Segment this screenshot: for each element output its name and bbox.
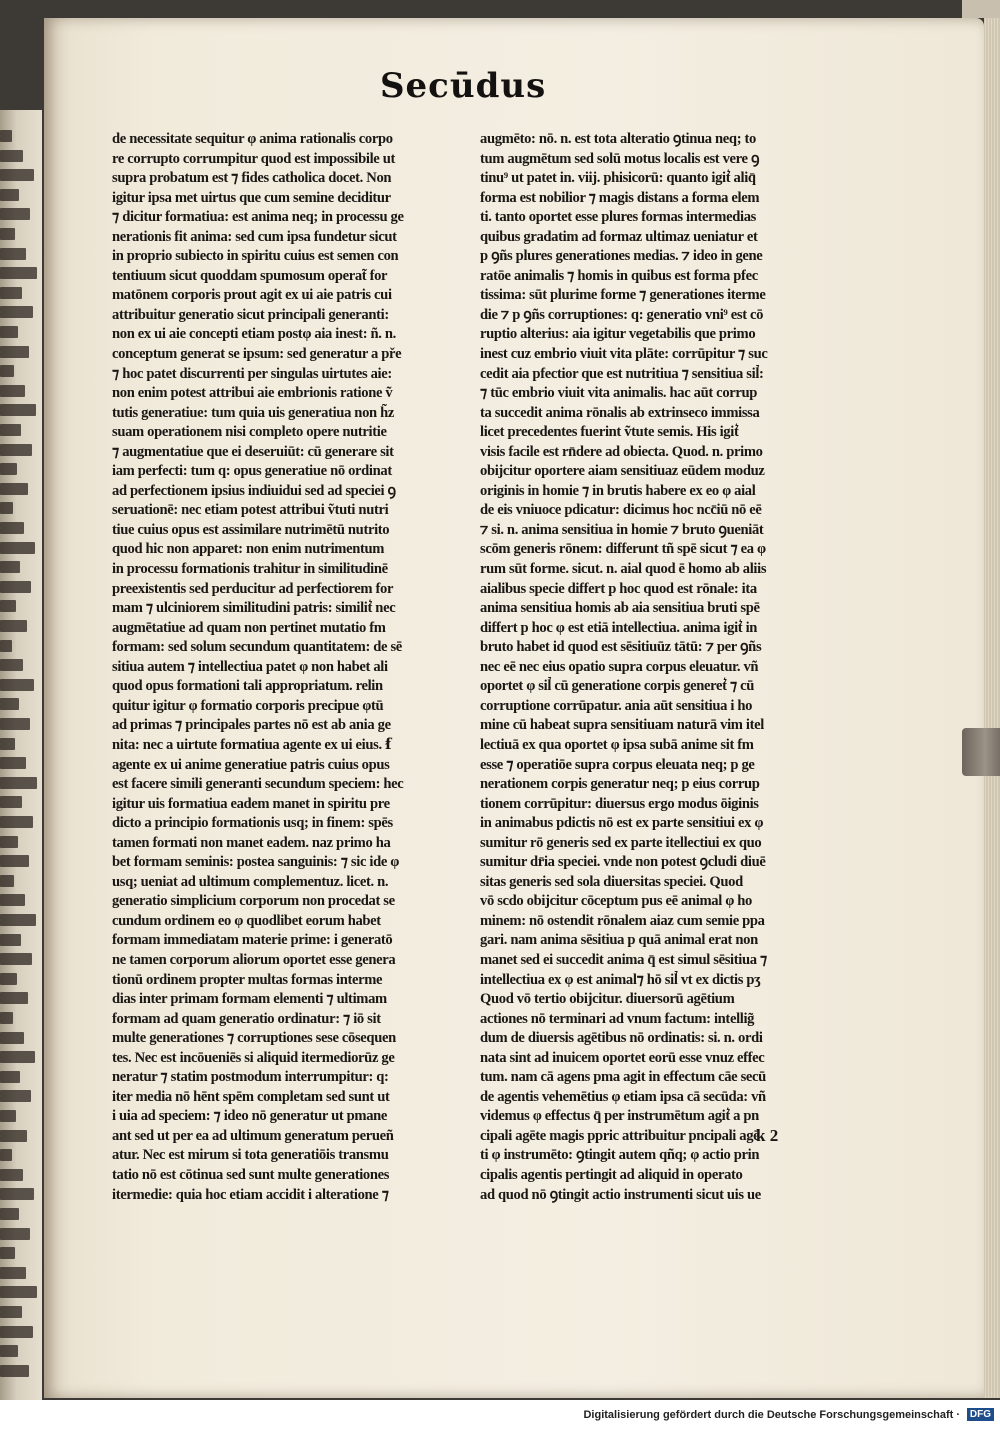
text-line: formam immediatam materie prime: i generatō	[112, 932, 393, 949]
text-line: ant sed ut per ea ad ultimum generatum perueñ	[112, 1127, 394, 1144]
text-line: tiue cuius opus est assimilare nutrimētū nutrito	[112, 521, 390, 538]
text-line: bet formam seminis: postea sanguinis: ⁊ sic ide φ	[112, 854, 400, 871]
previous-page-text-fragment	[0, 640, 12, 652]
previous-page-text-fragment	[0, 1188, 34, 1200]
text-line: ⁊ dicitur formatiua: est anima neq; in processu ge	[112, 209, 404, 226]
page-heading: Secūdus	[380, 66, 547, 106]
text-line: non ex ui aie concepti etiam postφ aia inest: ñ. n.	[112, 326, 396, 343]
text-line: forma est nobilior ⁊ magis distans a forma elem	[480, 189, 760, 206]
previous-page-text-fragment	[0, 1090, 31, 1102]
text-line: anima sensitiua homis ab aia sensitiua bruti spē	[480, 600, 760, 617]
text-line: de eis vniuoce pdicatur: dicimus hoc ncc̄iū nō eē	[480, 502, 762, 519]
previous-page-text-fragment	[0, 444, 32, 456]
text-line: nerationem corpis generatur neq; p eius corrup	[480, 776, 760, 793]
previous-page-text-fragment	[0, 502, 13, 514]
text-line: ta succedit anima rōnalis ab extrinseco immissa	[480, 404, 760, 421]
text-line: tentiuum sicut quoddam spumosum operat͂ for	[112, 267, 388, 284]
text-line: iam perfecti: tum q: opus generatiue nō ordinat	[112, 463, 392, 480]
previous-page-text-fragment	[0, 306, 33, 318]
text-line: preexistentis sed perducitur ad perfectiorem for	[112, 580, 394, 597]
previous-page-text-fragment	[0, 718, 30, 730]
text-line: tissima: sūt plurime forme ⁊ generationes iterme	[480, 287, 766, 304]
text-line: ne tamen corporum aliorum oportet esse genera	[112, 951, 396, 968]
text-line: inest cuz embrio viuit vita plāte: corrūpitur ⁊ suc	[480, 346, 768, 363]
text-line: manet sed ei succedit anima q̄ est simul sēsitiua ⁊	[480, 951, 767, 968]
text-line: ruptio alterius: aia igitur vegetabilis que primo	[480, 326, 756, 343]
text-line: augmēto: nō. n. est tota alteratio ꝯtinua neq; to	[480, 131, 756, 147]
previous-page-text-fragment	[0, 424, 21, 436]
text-line: gari. nam anima sēsitiua p quā animal erat non	[480, 932, 758, 949]
text-line: igitur ipsa met uirtus que cum semine deciditur	[112, 189, 391, 206]
previous-page-text-fragment	[0, 1326, 33, 1338]
text-line: ⁊ augmentatiue que ei deseruiūt: cū generare sit	[112, 443, 394, 460]
previous-page-text-fragment	[0, 385, 25, 397]
previous-page-text-fragment	[0, 992, 28, 1004]
text-line: tionū ordinem propter multas formas interme	[112, 971, 383, 988]
text-line: generatio simplicium corporum non procedat se	[112, 893, 395, 910]
text-line: obijcitur oportere aiam sensitiuaz eūdem moduz	[480, 463, 765, 480]
text-line: Quod vō tertio obijcitur. diuersorū agētium	[480, 991, 735, 1008]
previous-page-text-fragment	[0, 875, 14, 887]
text-line: cipali agēte magis ppric attribuitur pncipali agē	[480, 1127, 760, 1144]
text-line: scōm generis rōnem: differunt tñ spē sicut ⁊ ea φ	[480, 541, 766, 558]
text-line: differt p hoc φ est etiā intellectiua. anima igit͛ in	[480, 619, 758, 636]
previous-page-text-fragment	[0, 189, 19, 201]
text-line: sitas generis sed sola diuersitas speciei. Quod	[480, 873, 743, 890]
text-line: est facere simili generanti secundum speciem: hec	[112, 776, 404, 793]
text-line: attribuitur generatio sicut principali generanti:	[112, 306, 389, 323]
previous-page-text-fragment	[0, 698, 19, 710]
text-line: multe generationes ⁊ corruptiones sese cōsequen	[112, 1030, 396, 1047]
previous-page-text-fragment	[0, 855, 29, 867]
text-line: tes. Nec est incōueniēs si aliquid itermediorūz ge	[112, 1049, 395, 1066]
text-line: mine cū habeat supra sensitiuam naturā vim itel	[480, 717, 764, 734]
previous-page-text-fragment	[0, 1032, 24, 1044]
text-line: sitiua autem ⁊ intellectiua patet φ non habet ali	[112, 658, 388, 675]
text-line: intellectiua ex φ est animal⁊ hō sil͛ vt ex dictis pʒ	[480, 971, 761, 988]
previous-page-text-fragment	[0, 542, 35, 554]
previous-page-text-fragment	[0, 561, 20, 573]
previous-page-text-fragment	[0, 973, 17, 985]
text-line: quitur igitur φ formatio corporis precipue φtū	[112, 697, 384, 714]
previous-page-text-fragment	[0, 894, 25, 906]
previous-page-text-fragment	[0, 777, 37, 789]
text-line: ⁊ hoc patet discurrenti per singulas uirtutes aie:	[112, 365, 392, 382]
previous-page-text-fragment	[0, 248, 26, 260]
text-line: tum. nam cā agens pma agit in effectum cāe secū	[480, 1069, 766, 1086]
text-line: ad primas ⁊ principales partes nō est ab ania ge	[112, 717, 391, 734]
previous-page-text-fragment	[0, 267, 37, 279]
text-line: visis facile est rn̄dere ad obiecta. Quod. n. primo	[480, 443, 763, 460]
previous-page-text-fragment	[0, 836, 18, 848]
previous-page-text-fragment	[0, 1208, 19, 1220]
previous-page-text-fragment	[0, 483, 28, 495]
text-line: vō scdo obijcitur cōceptum pus eē animal φ ho	[480, 893, 752, 910]
previous-page-text-fragment	[0, 522, 24, 534]
previous-page-text-fragment	[0, 130, 12, 142]
text-line: cipalis agentis pertingit ad aliquid in operato	[480, 1166, 743, 1183]
text-line: tatio nō est cōtinua sed sunt multe generationes	[112, 1166, 390, 1183]
text-line: videmus φ effectus q̄ per instrumētum agit͛ a pn	[480, 1108, 759, 1125]
text-line: ad perfectionem ipsius indiuidui sed ad speciei ꝯ	[112, 482, 396, 499]
text-line: formam ad quam generatio ordinatur: ⁊ iō sit	[112, 1010, 381, 1027]
previous-page-text-fragment	[0, 953, 32, 965]
text-line: in processu formationis trahitur in similitudinē	[112, 561, 388, 578]
text-line: quod hic non apparet: non enim nutrimentum	[112, 541, 385, 558]
text-line: conceptum generat se ipsum: sed generatur a pře	[112, 346, 402, 363]
text-line: ⁊ si. n. anima sensitiua in homie ⁊ bruto ꝯueniāt	[480, 521, 764, 538]
previous-page-text-fragment	[0, 365, 14, 377]
text-line: nita: nec a uirtute formatiua agente ex ui eius. ẜ	[112, 736, 391, 753]
text-line: actiones nō terminari ad vnum factum: intellig̃	[480, 1010, 755, 1027]
previous-page-text-fragment	[0, 581, 31, 593]
text-line: dicto a principio formationis usq; in finem: spēs	[112, 815, 393, 832]
previous-page-text-fragment	[0, 1169, 23, 1181]
text-line: igitur uis formatiua eadem manet in spiritu pre	[112, 795, 390, 812]
dfg-logo: DFG	[967, 1408, 994, 1421]
previous-page-text-fragment	[0, 1051, 35, 1063]
text-line: quod opus formationi tali appropriatum. relin	[112, 678, 383, 695]
text-line: neratur ⁊ statim postmodum interrumpitur: q:	[112, 1069, 389, 1086]
text-line: oportet φ sil͛ cū generatione corpis generet͛ ⁊ cū	[480, 678, 755, 695]
footer-bar	[0, 1400, 1000, 1429]
text-line: minem: nō ostendit rōnalem aiaz cum semie ppa	[480, 912, 765, 929]
text-line: mam ⁊ ulciniorem similitudini patris: similit͛ nec	[112, 600, 396, 617]
text-line: in animabus pdictis nō est ex parte sensitiui ex φ	[480, 815, 764, 832]
previous-page-text-fragment	[0, 620, 27, 632]
text-line: matōnem corporis prout agit ex ui aie patris cui	[112, 287, 392, 304]
text-line: de necessitate sequitur φ anima rationalis corpo	[112, 131, 393, 147]
text-line: cedit aia pfectior que est nutritiua ⁊ sensitiua sil͛:	[480, 365, 764, 382]
text-line: i uia ad speciem: ⁊ ideo nō generatur ut pmane	[112, 1108, 388, 1125]
previous-page-text-fragment	[0, 1110, 16, 1122]
previous-page-text-fragment	[0, 326, 18, 338]
text-line: nerationis fit anima: sed cum ipsa fundetur sicut	[112, 228, 397, 245]
previous-page-text-fragment	[0, 208, 30, 220]
previous-page-text-fragment	[0, 1130, 27, 1142]
previous-page-text-fragment	[0, 738, 15, 750]
text-line: non enim potest attribui aie embrionis ratione ṽ	[112, 385, 393, 402]
previous-page-text-fragment	[0, 659, 23, 671]
text-line: ad quod nō ꝯtingit actio instrumenti sicut uis ue	[480, 1186, 761, 1203]
text-line: die ⁊ p ꝯñs corruptiones: q: generatio vni⁹ est cō	[480, 306, 764, 323]
previous-page-text-fragment	[0, 679, 34, 691]
text-line: rum sūt forme. sicut. n. aial quod ē homo ab aliis	[480, 561, 767, 578]
previous-page-text-fragment	[0, 816, 33, 828]
text-line: nec eē nec eius opatio supra corpus eleuatur. vñ	[480, 658, 759, 675]
text-line: esse ⁊ operatiōe supra corpus eleuata neq; p ge	[480, 756, 755, 773]
text-line: supra probatum est ⁊ fides catholica docet. Non	[112, 170, 392, 187]
previous-page-text-fragment	[0, 1365, 29, 1377]
text-line: lectiuā ex qua oportet φ ipsa subā anime sit fm	[480, 736, 754, 753]
text-line: quibus gradatim ad formaz ultimaz ueniatur et	[480, 228, 758, 245]
previous-page-text-fragment	[0, 287, 22, 299]
text-line: iter media nō hēnt spēm completam sed sunt ut	[112, 1088, 390, 1105]
previous-page-text-fragment	[0, 1267, 26, 1279]
previous-page-text-fragment	[0, 228, 15, 240]
previous-page-text-fragment	[0, 463, 17, 475]
right-text-column	[480, 130, 810, 1205]
previous-page-text-fragment	[0, 934, 21, 946]
signature-mark: k 2	[756, 1126, 779, 1145]
page-stack-edge	[984, 18, 1000, 1398]
text-line: seruationē: nec etiam potest attribui ṽtuti nutri	[112, 502, 389, 519]
previous-page-text-fragment	[0, 1247, 15, 1259]
text-line: p ꝯñs plures generationes medias. ⁊ ideo in gene	[480, 248, 763, 265]
text-line: ⁊ tūc embrio viuit vita animalis. hac aūt corrup	[480, 385, 758, 402]
text-line: formam: sed solum secundum quantitatem: de sē	[112, 639, 402, 656]
previous-page-text-fragment	[0, 757, 26, 769]
text-line: augmētatiue ad quam non pertinet mutatio fm	[112, 619, 386, 636]
book-edge-top	[962, 0, 1000, 18]
previous-page-text-fragment	[0, 346, 29, 358]
text-line: licet precedentes fuerint ṽtute semis. His igit͛	[480, 424, 739, 441]
previous-page-text-fragment	[0, 150, 23, 162]
previous-page-text-fragment	[0, 1149, 12, 1161]
previous-page-text-fragment	[0, 1228, 30, 1240]
text-line: tamen formati non manet eadem. naz primo ha	[112, 834, 391, 851]
previous-page-text-fragment	[0, 1286, 37, 1298]
text-line: ti. tanto oportet esse plures formas intermedias	[480, 209, 756, 226]
text-line: ti φ instrumēto: ꝯtingit autem qñq; φ actio prin	[480, 1147, 760, 1164]
page-clip-marker	[962, 728, 1000, 776]
text-line: agente ex ui anime generatiue patris cuius opus	[112, 756, 390, 773]
text-line: bruto habet id quod est sēsitiuūz tātū: ⁊ per ꝯñs	[480, 639, 762, 656]
previous-page-text-fragment	[0, 600, 16, 612]
text-line: nata sint ad inuicem oportet eorū esse vnuz effec	[480, 1049, 765, 1066]
previous-page-text-fragment	[0, 169, 34, 181]
previous-page-text-fragment	[0, 1012, 13, 1024]
text-line: sumitur dr̄ia speciei. vnde non potest ꝯcludi diuē	[480, 854, 766, 871]
text-line: re corrupto corrumpitur quod est impossibile ut	[112, 150, 395, 167]
text-line: tum augmētum sed solū motus localis est vere ꝯ	[480, 150, 760, 167]
text-line: de agentis vehemētius φ etiam ipsa cā secūda: vñ	[480, 1088, 766, 1105]
text-line: corruptione corrūpatur. ania aūt sensitiua i ho	[480, 697, 753, 714]
left-text-column	[112, 130, 442, 1205]
text-line: aialibus specie differt p hoc quod est rōnale: ita	[480, 580, 757, 597]
text-line: usq; ueniat ad ultimum complementuz. licet. n.	[112, 873, 389, 890]
footer-credit: Digitalisierung gefördert durch die Deutsche Forschungsgemeinschaft ·	[583, 1409, 960, 1421]
previous-page-text-fragment	[0, 1071, 20, 1083]
previous-page-text-fragment	[0, 1345, 18, 1357]
text-line: cundum ordinem eo φ quodlibet eorum habet	[112, 912, 381, 929]
text-line: tutis generatiue: tum quia uis generatiua non h̃z	[112, 404, 394, 421]
text-line: in proprio subiecto in spiritu cuius est semen con	[112, 248, 399, 265]
text-line: atur. Nec est mirum si tota generatiōis transmu	[112, 1147, 389, 1164]
text-line: dum de diuersis agētibus nō ordinatis: si. n. ordi	[480, 1030, 763, 1047]
text-line: dias inter primam formam elementi ⁊ ultimam	[112, 991, 387, 1008]
text-line: tionem corrūpitur: diuersus ergo modus ōiginis	[480, 795, 759, 812]
previous-page-text-fragment	[0, 914, 36, 926]
text-line: sumitur rō generis sed ex parte itellectiui ex quo	[480, 834, 762, 851]
previous-page-text-fragment	[0, 796, 22, 808]
previous-page-edge	[0, 110, 42, 1400]
previous-page-text-fragment	[0, 1306, 22, 1318]
text-line: ratōe animalis ⁊ homis in quibus est forma pfec	[480, 267, 758, 284]
text-line: tinu⁹ ut patet in. viij. phisicorū: quanto igit͛ aliq̄	[480, 170, 756, 187]
previous-page-text-fragment	[0, 404, 36, 416]
text-line: suam operationem nisi completo opere nutritie	[112, 424, 387, 441]
text-line: originis in homie ⁊ in brutis habere ex eo φ aial	[480, 482, 756, 499]
text-line: itermedie: quia hoc etiam accidit i alteratione ⁊	[112, 1186, 389, 1203]
